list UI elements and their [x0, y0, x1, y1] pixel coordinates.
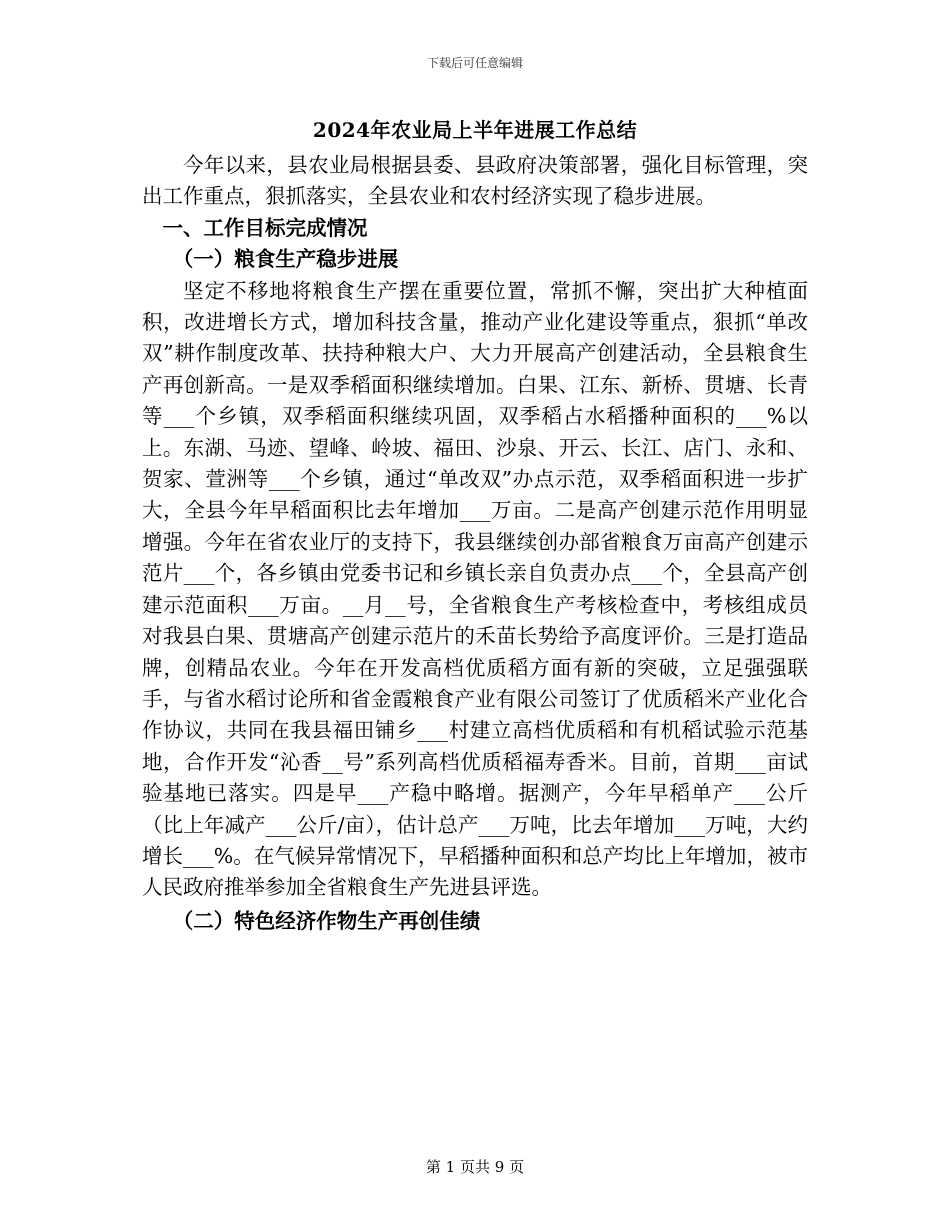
page-number: 第 1 页共 9 页 — [425, 1158, 525, 1176]
section-heading-1: 一、工作目标完成情况 — [162, 215, 368, 240]
intro-paragraph: 今年以来，县农业局根据县委、县政府决策部署，强化目标管理，突出工作重点，狠抓落实，全县农业和农村经济实现了稳步进展。 — [142, 153, 808, 209]
subsection-heading-2: （二）特色经济作物生产再创佳绩 — [172, 908, 481, 933]
subsection-heading-1: （一）粮食生产稳步进展 — [172, 247, 399, 272]
header-note: 下载后可任意编辑 — [426, 56, 523, 70]
document-title: 2024年农业局上半年进展工作总结 — [312, 118, 638, 142]
subsection-body-1: 坚定不移地将粮食生产摆在重要位置，常抓不懈，突出扩大种植面积，改进增长方式，增加科技含量，推动产业化建设等重点，狠抓“单改双”耕作制度改革、扶持种粮大户、大力开展高产创建活动，全县粮食生产再创新高。一是双季稻面积继续增加。白果、江东、新桥、贯塘、长青等___个乡镇，双季稻面积继续巩固，双季稻占水稻播种面积的___%以上。东湖、马迹、望峰、岭坡、福田、沙泉、开云、长江、店门、永和、贺家、萱洲等___个乡镇，通过“单改双”办点示范，双季稻面积进一步扩大，全县今年早稻面积比去年增加___万亩。二是高产创建示范作用明显增强。今年在省农业厅的支持下，我县继续创办部省粮食万亩高产创建示范片___个，各乡镇由党委书记和乡镇长亲自负责办点___个，全县高产创建示范面积___万亩。__月__号，全省粮食生产考核检查中，考核组成员对我县白果、贯塘高产创建示范片的禾苗长势给予高度评价。三是打造品牌，创精品农业。今年在开发高档优质稻方面有新的突破，立足强强联手，与省水稻讨论所和省金霞粮食产业有限公司签订了优质稻米产业化合作协议，共同在我县福田铺乡___村建立高档优质稻和有机稻试验示范基地，合作开发“沁香__号”系列高档优质稻福寿香米。目前，首期___亩试验基地已落实。四是早___产稳中略增。据测产，今年早稻单产___公斤（比上年减产___公斤/亩），估计总产___万吨，比去年增加___万吨，大约增长___%。在气候异常情况下，早稻播种面积和总产均比上年增加，被市人民政府推举参加全省粮食生产先进县评选。 — [142, 278, 808, 900]
document-body — [142, 150, 808, 937]
